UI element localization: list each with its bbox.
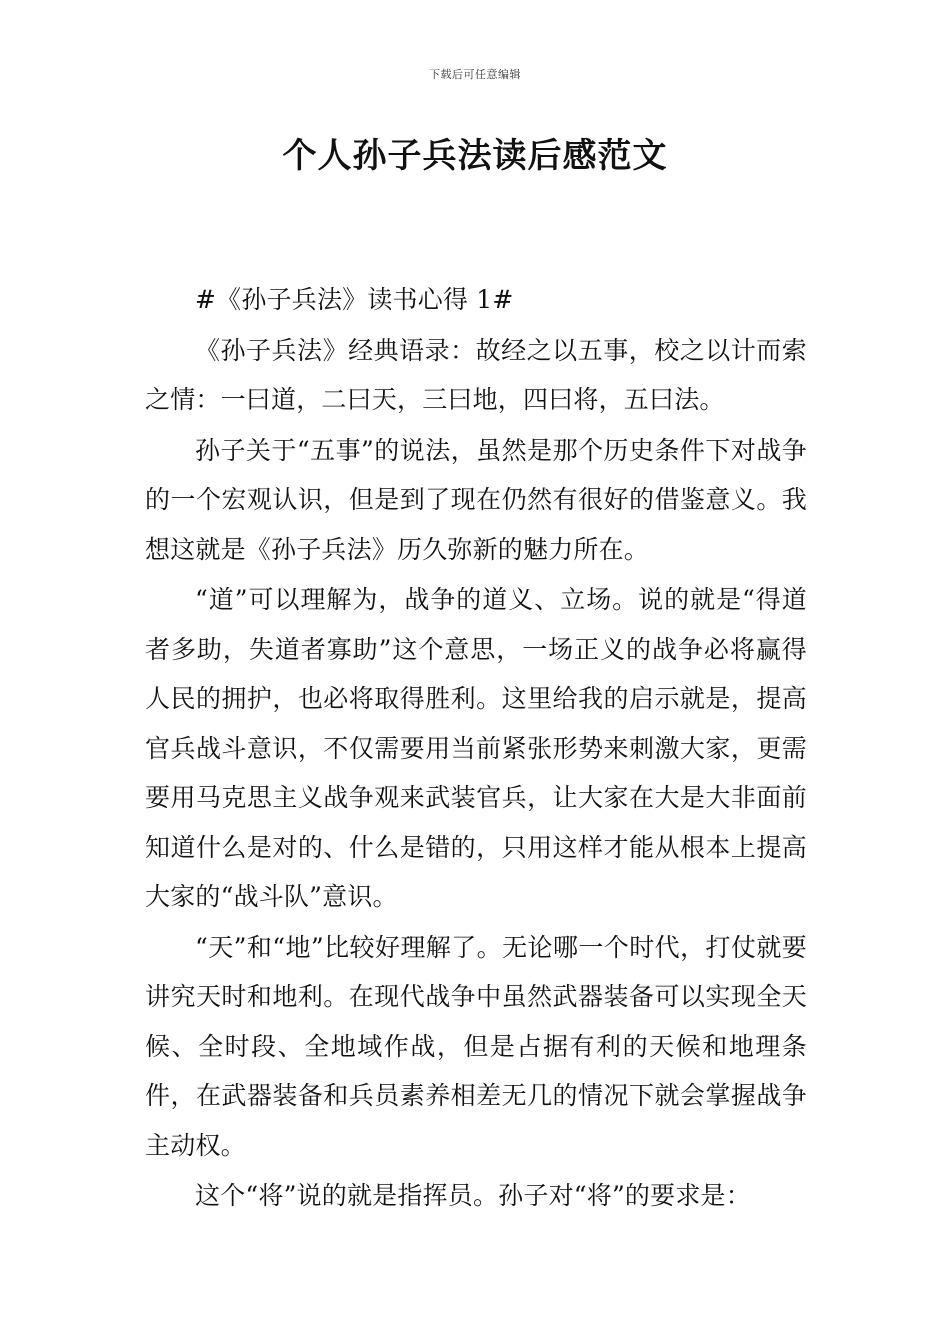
paragraph-heaven-earth: “天”和“地”比较好理解了。无论哪一个时代，打仗就要讲究天时和地利。在现代战争中虽然武器装备可以实现全天候、全时段、全地域作战，但是占据有利的天候和地理条件，在武器装备和兵员素养相差无几的情况下就会掌握战争主动权。 (145, 932, 807, 1160)
paragraph-five-matters: 孙子关于“五事”的说法，虽然是那个历史条件下对战争的一个宏观认识，但是到了现在仍然有很好的借鉴意义。我想这就是《孙子兵法》历久弥新的魅力所在。 (145, 435, 807, 564)
section-heading: #《孙子兵法》读书心得 1# (195, 285, 514, 314)
paragraph-general: 这个“将”说的就是指挥员。孙子对“将”的要求是： (195, 1181, 751, 1210)
paragraph-quote: 《孙子兵法》经典语录：故经之以五事，校之以计而索之情：一曰道，二曰天，三曰地，四曰将，五曰法。 (145, 335, 807, 414)
paragraph-dao: “道”可以理解为，战争的道义、立场。说的就是“得道者多助，失道者寡助”这个意思，一场正义的战争必将赢得人民的拥护，也必将取得胜利。这里给我的启示就是，提高官兵战斗意识，不仅需要用当前紧张形势来刺激大家，更需要用马克思主义战争观来武装官兵，让大家在大是大非面前知道什么是对的、什么是错的，只用这样才能从根本上提高大家的“战斗队”意识。 (145, 585, 807, 911)
header-note: 下载后可任意编辑 (429, 68, 521, 81)
document-body (145, 275, 807, 1222)
document-title: 个人孙子兵法读后感范文 (282, 136, 668, 176)
